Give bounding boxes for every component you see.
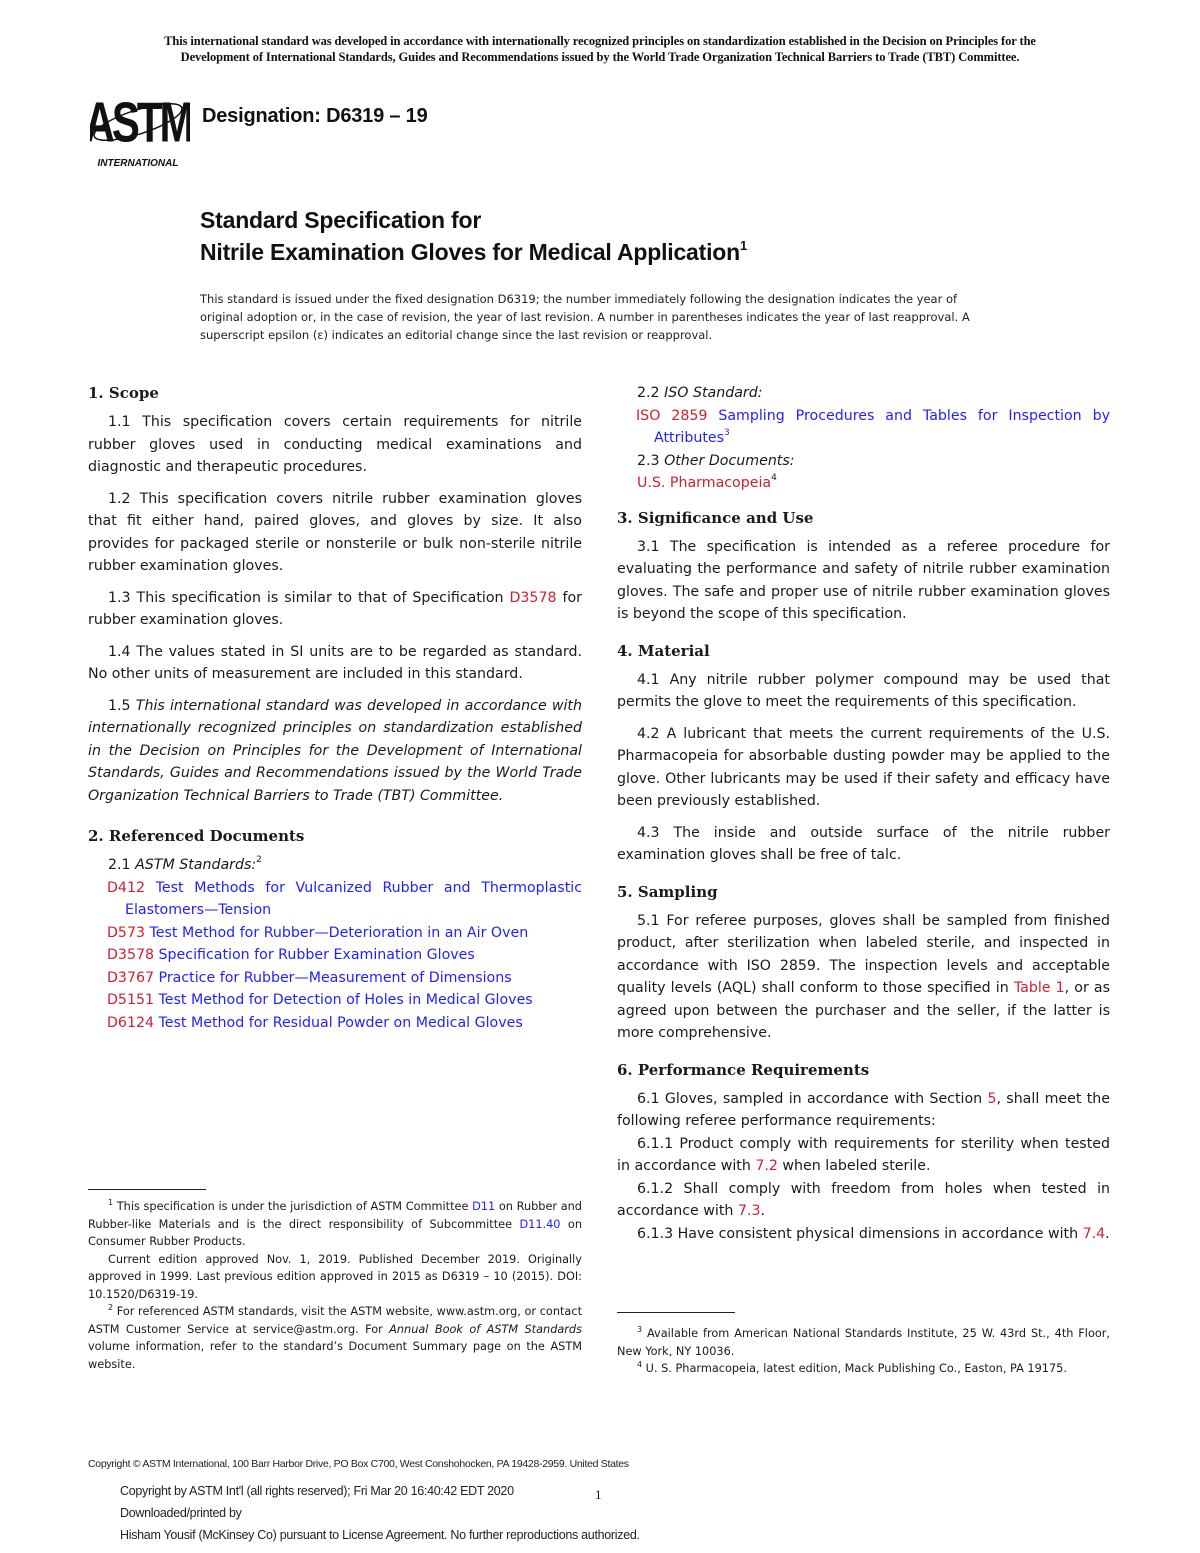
ref-d3578[interactable]: D3578 Specification for Rubber Examination Gloves [107,947,475,963]
title-footnote-mark[interactable]: 1 [739,238,748,253]
tbt-banner [60,33,1140,65]
ref-d5151[interactable]: D5151 Test Method for Detection of Holes in Medical Gloves [107,992,533,1008]
link-d11[interactable]: D11 [472,1200,496,1213]
download-line-1: Copyright by ASTM Int'l (all rights reserved); Fri Mar 20 16:40:42 EDT 2020 [120,1484,514,1498]
link-table-1[interactable]: Table 1 [1013,980,1065,996]
iso-standard-label: 2.2 ISO Standard: [637,385,763,401]
footnote-divider-left [88,1189,206,1190]
copyright-notice: Copyright © ASTM International, 100 Barr Harbor Drive, PO Box C700, West Conshohocken, PA 19428-2959. United States [88,1458,629,1470]
para-1-5: 1.5 This international standard was developed in accordance with internationally recognized principles on standardization established in the Decision on Principles for the Development of International Standards, Guides and Recommendations issued by the World Trade Organization Technical Barriers to Trade (TBT) Committee. [88,697,582,804]
link-7-2[interactable]: 7.2 [755,1158,778,1174]
section-heading-performance: 6. Performance Requirements [617,1060,870,1079]
para-6-1-2: 6.1.2 Shall comply with freedom from holes when tested in accordance with 7.3. [617,1180,1110,1219]
astm-standards-label: 2.1 ASTM Standards:$^2$ [108,855,262,873]
other-documents-label: 2.3 Other Documents: [637,452,795,469]
para-4-1: 4.1 Any nitrile rubber polymer compound may be used that permits the glove to meet the requirements of this specification. [617,671,1110,710]
para-5-1: 5.1 For referee purposes, gloves shall be sampled from finished product, after sterilization when labeled sterile, and inspected in accordance with ISO 2859. The inspection levels and acceptable quality levels (AQL) shall conform to those specified in Table 1, or as agreed upon between the purchaser and the seller, if the latter is more comprehensive. [617,912,1110,1041]
ref-usp[interactable]: U.S. Pharmacopeia$^4$ [637,473,777,491]
para-1-4: 1.4 The values stated in SI units are to be regarded as standard. No other units of measurement are included in this standard. [88,643,582,682]
link-7-3[interactable]: 7.3 [737,1203,761,1219]
section-heading-significance: 3. Significance and Use [617,508,814,527]
title-line-1: Standard Specification for [200,207,482,233]
link-d3578[interactable]: D3578 [509,589,557,606]
footnote-1: $^1$ This specification is under the jurisdiction of ASTM Committee D11 on Rubber and Rubber-like Materials and is the direct responsibility of Subcommittee D11.40 on Consumer Rubber Products. [88,1198,582,1248]
para-6-1-1: 6.1.1 Product comply with requirements for sterility when tested in accordance with 7.2 when labeled sterile. [617,1135,1110,1174]
footnote-2: $^2$ For referenced ASTM standards, visit the ASTM website, www.astm.org, or contact ASTM Customer Service at service@astm.org. For Annual Book of ASTM Standards volume information, refer to the standard’s Document Summary page on the ASTM website. [88,1303,582,1371]
footnote-1-edition: Current edition approved Nov. 1, 2019. Published December 2019. Originally approved in 1999. Last previous edition approved in 2015 as D6319 – 10 (2015). DOI: 10.1520/D6319-19. [88,1252,582,1301]
para-4-3: 4.3 The inside and outside surface of the nitrile rubber examination gloves shall be free of talc. [617,824,1110,863]
para-3-1: 3.1 The specification is intended as a referee procedure for evaluating the performance and safety of nitrile rubber examination gloves. The safe and proper use of nitrile rubber examination gloves is beyond the scope of this specification. [617,538,1110,622]
section-heading-material: 4. Material [617,641,710,660]
page-number: 1 [595,1487,602,1502]
svg-text:ASTM: ASTM [90,90,190,154]
download-line-2: Downloaded/printed by [120,1506,242,1520]
footnote-mark-3[interactable]: 3 [724,428,730,438]
title-line-2: Nitrile Examination Gloves for Medical Application$^1$ [200,238,748,265]
left-column [88,382,582,1034]
ref-d6124[interactable]: D6124 Test Method for Residual Powder on Medical Gloves [107,1014,523,1031]
para-4-2: 4.2 A lubricant that meets the current requirements of the U.S. Pharmacopeia for absorbable dusting powder may be applied to the glove. Other lubricants may be used if their safety and efficacy have been previously established. [617,725,1110,809]
designation: Designation: D6319 – 19 [202,105,428,127]
ref-iso-2859[interactable]: ISO 2859 Sampling Procedures and Tables for Inspection by Attributes$^3$ [636,407,1110,446]
footnote-4: $^4$ U. S. Pharmacopeia, latest edition, Mack Publishing Co., Easton, PA 19175. [637,1360,1067,1375]
para-1-1: 1.1 This specification covers certain requirements for nitrile rubber gloves used in conducting medical examinations and diagnostic and therapeutic procedures. [88,414,582,475]
footnote-divider-right [617,1312,735,1313]
svg-text:INTERNATIONAL: INTERNATIONAL [97,158,179,169]
ref-d573[interactable]: D573 Test Method for Rubber—Deterioration in an Air Oven [107,924,529,941]
para-6-1-3: 6.1.3 Have consistent physical dimensions in accordance with 7.4. [637,1225,1110,1242]
footnote-mark-2[interactable]: 2 [256,855,262,865]
download-line-3: Hisham Yousif (McKinsey Co) pursuant to License Agreement. No further reproductions authorized. [120,1528,640,1542]
ref-d3767[interactable]: D3767 Practice for Rubber—Measurement of Dimensions [107,969,512,986]
astm-logo-icon [90,82,190,172]
section-heading-referenced: 2. Referenced Documents [88,827,305,845]
footnote-3: $^3$ Available from American National Standards Institute, 25 W. 43rd St., 4th Floor, New York, NY 10036. [617,1325,1110,1358]
ref-d412[interactable]: D412 Test Methods for Vulcanized Rubber and Thermoplastic Elastomers—Tension [107,879,582,918]
para-6-1: 6.1 Gloves, sampled in accordance with Section 5, shall meet the following referee performance requirements: [617,1090,1110,1129]
section-heading-sampling: 5. Sampling [617,882,718,901]
link-section-5[interactable]: 5 [987,1090,997,1107]
footnote-mark-4[interactable]: 4 [771,473,777,483]
section-heading-scope: 1. Scope [88,384,159,402]
right-column [617,382,1110,1245]
para-1-2: 1.2 This specification covers nitrile rubber examination gloves that fit either hand, paired gloves, and gloves by size. It also provides for packaged sterile or nonsterile or bulk non-sterile nitrile rubber examination gloves. [88,490,582,574]
link-d11-40[interactable]: D11.40 [519,1217,561,1231]
footnotes-left [88,1198,582,1373]
para-1-3: 1.3 This specification is similar to that of Specification D3578 for rubber examination gloves. [88,589,582,628]
banner-line-1: This international standard was developed in accordance with internationally recognized principles on standardization established in the Decision on Principles for the [164,34,1036,48]
download-notice [120,1480,640,1546]
link-7-4[interactable]: 7.4 [1082,1225,1106,1242]
page-title [200,204,747,268]
astm-logo [90,82,190,172]
preamble: This standard is issued under the fixed designation D6319; the number immediately following the designation indicates the year of original adoption or, in the case of revision, the year of last revision. A number in parentheses indicates the year of last reapproval. A superscript epsilon (ε) indicates an editorial change since the last revision or reapproval. [200,292,970,342]
footnotes-right [617,1325,1110,1378]
banner-line-2: Development of International Standards, Guides and Recommendations issued by the World Trade Organization Technical Barriers to Trade (TBT) Committee. [180,50,1020,64]
